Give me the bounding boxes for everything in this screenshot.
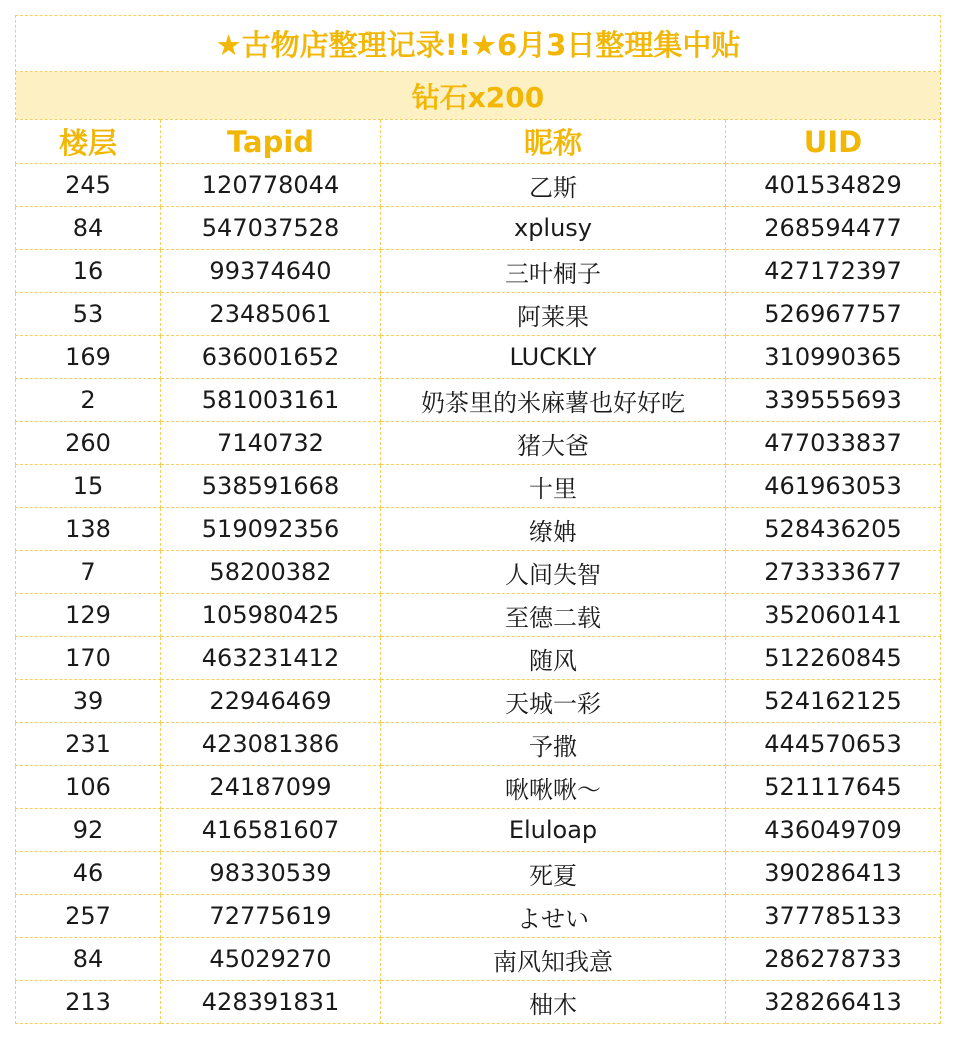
cell-uid: 328266413 xyxy=(726,981,941,1024)
table-row xyxy=(16,981,941,1024)
cell-uid: 444570653 xyxy=(726,723,941,766)
cell-floor: 84 xyxy=(16,207,161,250)
cell-nickname: 乙斯 xyxy=(381,164,726,207)
cell-floor: 245 xyxy=(16,164,161,207)
cell-tapid: 636001652 xyxy=(161,336,381,379)
header-row xyxy=(16,120,941,164)
cell-nickname: よせい xyxy=(381,895,726,938)
subtitle-row xyxy=(16,72,941,120)
column-header-nickname: 昵称 xyxy=(381,120,726,164)
cell-tapid: 98330539 xyxy=(161,852,381,895)
cell-floor: 170 xyxy=(16,637,161,680)
table-row xyxy=(16,852,941,895)
cell-nickname: 三叶桐子 xyxy=(381,250,726,293)
table-row xyxy=(16,723,941,766)
cell-nickname: 随风 xyxy=(381,637,726,680)
cell-uid: 273333677 xyxy=(726,551,941,594)
cell-floor: 106 xyxy=(16,766,161,809)
cell-floor: 138 xyxy=(16,508,161,551)
cell-nickname: 南风知我意 xyxy=(381,938,726,981)
cell-nickname: 至德二载 xyxy=(381,594,726,637)
cell-tapid: 7140732 xyxy=(161,422,381,465)
cell-tapid: 423081386 xyxy=(161,723,381,766)
cell-floor: 213 xyxy=(16,981,161,1024)
cell-uid: 286278733 xyxy=(726,938,941,981)
cell-uid: 352060141 xyxy=(726,594,941,637)
cell-nickname: 天城一彩 xyxy=(381,680,726,723)
record-table xyxy=(15,15,941,1024)
cell-floor: 53 xyxy=(16,293,161,336)
cell-nickname: 缭姌 xyxy=(381,508,726,551)
cell-nickname: LUCKLY xyxy=(381,336,726,379)
cell-floor: 16 xyxy=(16,250,161,293)
table-row xyxy=(16,551,941,594)
cell-uid: 524162125 xyxy=(726,680,941,723)
cell-uid: 512260845 xyxy=(726,637,941,680)
table-row xyxy=(16,766,941,809)
page-title: ★古物店整理记录!!★6月3日整理集中贴 xyxy=(16,16,941,72)
cell-uid: 268594477 xyxy=(726,207,941,250)
cell-floor: 169 xyxy=(16,336,161,379)
cell-uid: 477033837 xyxy=(726,422,941,465)
table-row xyxy=(16,938,941,981)
cell-floor: 92 xyxy=(16,809,161,852)
cell-tapid: 45029270 xyxy=(161,938,381,981)
table-row xyxy=(16,336,941,379)
cell-tapid: 581003161 xyxy=(161,379,381,422)
table-row xyxy=(16,594,941,637)
cell-floor: 2 xyxy=(16,379,161,422)
cell-nickname: 阿莱果 xyxy=(381,293,726,336)
reward-subtitle: 钻石x200 xyxy=(16,72,941,120)
table-row xyxy=(16,164,941,207)
cell-tapid: 105980425 xyxy=(161,594,381,637)
cell-nickname: 奶茶里的米麻薯也好好吃 xyxy=(381,379,726,422)
cell-tapid: 428391831 xyxy=(161,981,381,1024)
table-row xyxy=(16,293,941,336)
cell-nickname: 人间失智 xyxy=(381,551,726,594)
table-row xyxy=(16,508,941,551)
cell-floor: 257 xyxy=(16,895,161,938)
cell-floor: 46 xyxy=(16,852,161,895)
cell-uid: 401534829 xyxy=(726,164,941,207)
cell-tapid: 23485061 xyxy=(161,293,381,336)
cell-uid: 528436205 xyxy=(726,508,941,551)
cell-tapid: 416581607 xyxy=(161,809,381,852)
cell-floor: 260 xyxy=(16,422,161,465)
cell-uid: 461963053 xyxy=(726,465,941,508)
cell-nickname: Eluloap xyxy=(381,809,726,852)
cell-uid: 427172397 xyxy=(726,250,941,293)
cell-tapid: 120778044 xyxy=(161,164,381,207)
table-row xyxy=(16,465,941,508)
table-row xyxy=(16,379,941,422)
cell-uid: 390286413 xyxy=(726,852,941,895)
cell-floor: 7 xyxy=(16,551,161,594)
cell-nickname: 柚木 xyxy=(381,981,726,1024)
cell-tapid: 463231412 xyxy=(161,637,381,680)
cell-tapid: 99374640 xyxy=(161,250,381,293)
table-row xyxy=(16,422,941,465)
cell-floor: 129 xyxy=(16,594,161,637)
cell-nickname: 十里 xyxy=(381,465,726,508)
column-header-tapid: Tapid xyxy=(161,120,381,164)
table-row xyxy=(16,809,941,852)
cell-tapid: 22946469 xyxy=(161,680,381,723)
cell-nickname: xplusy xyxy=(381,207,726,250)
cell-uid: 339555693 xyxy=(726,379,941,422)
table-row xyxy=(16,207,941,250)
cell-tapid: 24187099 xyxy=(161,766,381,809)
cell-nickname: 啾啾啾～ xyxy=(381,766,726,809)
column-header-floor: 楼层 xyxy=(16,120,161,164)
cell-floor: 15 xyxy=(16,465,161,508)
table-row xyxy=(16,250,941,293)
cell-uid: 436049709 xyxy=(726,809,941,852)
cell-uid: 377785133 xyxy=(726,895,941,938)
cell-floor: 39 xyxy=(16,680,161,723)
cell-nickname: 猪大爸 xyxy=(381,422,726,465)
column-header-uid: UID xyxy=(726,120,941,164)
cell-nickname: 死夏 xyxy=(381,852,726,895)
cell-floor: 231 xyxy=(16,723,161,766)
table-row xyxy=(16,895,941,938)
cell-uid: 310990365 xyxy=(726,336,941,379)
cell-tapid: 519092356 xyxy=(161,508,381,551)
cell-tapid: 547037528 xyxy=(161,207,381,250)
table-row xyxy=(16,637,941,680)
table-row xyxy=(16,680,941,723)
cell-floor: 84 xyxy=(16,938,161,981)
cell-uid: 521117645 xyxy=(726,766,941,809)
cell-nickname: 予撒 xyxy=(381,723,726,766)
title-row xyxy=(16,16,941,72)
cell-tapid: 538591668 xyxy=(161,465,381,508)
cell-uid: 526967757 xyxy=(726,293,941,336)
table-body xyxy=(16,164,941,1024)
cell-tapid: 58200382 xyxy=(161,551,381,594)
cell-tapid: 72775619 xyxy=(161,895,381,938)
